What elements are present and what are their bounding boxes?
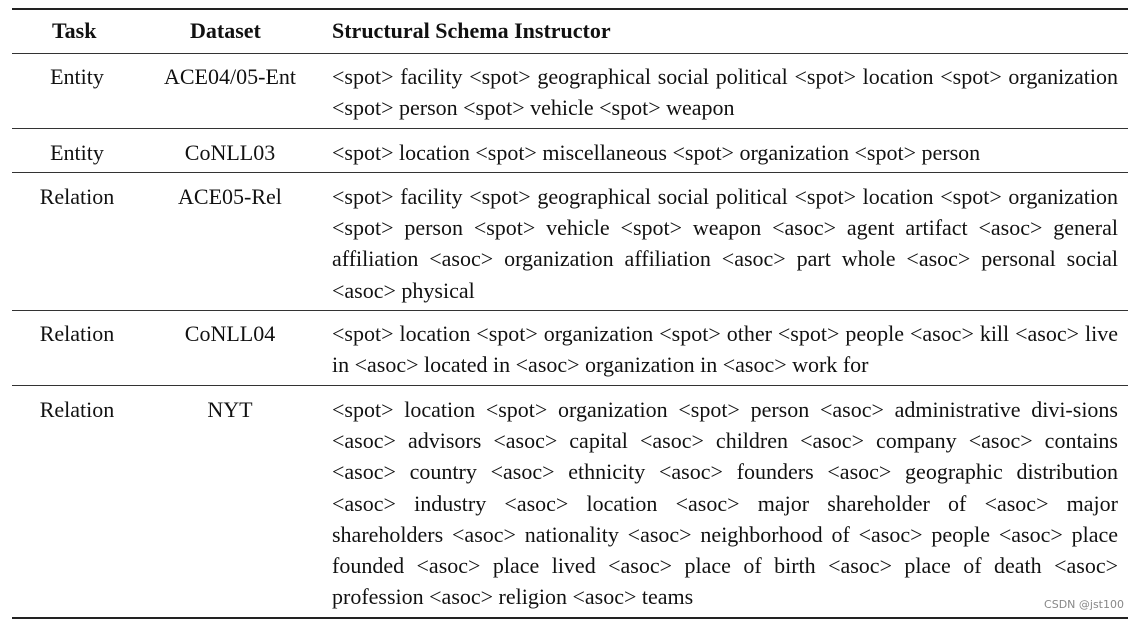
- row-rule: [12, 385, 1128, 386]
- header-schema: Structural Schema Instructor: [332, 18, 611, 43]
- row-task: Relation: [39, 184, 115, 209]
- row-dataset: ACE04/05-Ent: [164, 64, 296, 89]
- row-schema: <spot> location <spot> organization <spot> person <asoc> administrative divi-sions <asoc> advisors <asoc> capital <asoc> children <asoc> company <asoc> contains <asoc> country <asoc> ethnicity <asoc> founders <asoc> geographic distribution <asoc> industry <asoc> location <asoc> major shareholder of <asoc> major shareholders <asoc> nationality <asoc> neighborhood of <asoc> people <asoc> place founded <asoc> place lived <asoc> place of birth <asoc> place of death <asoc> profession <asoc> religion <asoc> teams: [332, 397, 1118, 610]
- header-task: Task: [52, 18, 97, 43]
- top-rule: [12, 8, 1128, 10]
- row-dataset: CoNLL03: [184, 140, 276, 165]
- row-schema: <spot> facility <spot> geographical social political <spot> location <spot> organization <spot> person <spot> vehicle <spot> weapon <asoc> agent artifact <asoc> general affiliation <asoc> organization affiliation <asoc> part whole <asoc> personal social <asoc> physical: [332, 184, 1118, 303]
- row-schema: <spot> location <spot> miscellaneous <spot> organization <spot> person: [332, 140, 981, 165]
- row-dataset: CoNLL04: [184, 321, 276, 346]
- row-dataset: NYT: [207, 397, 253, 422]
- bottom-rule: [12, 617, 1128, 619]
- row-task: Entity: [50, 140, 104, 165]
- header-dataset: Dataset: [190, 18, 261, 43]
- row-schema: <spot> facility <spot> geographical social political <spot> location <spot> organization <spot> person <spot> vehicle <spot> weapon: [332, 64, 1118, 121]
- header-rule: [12, 53, 1128, 54]
- row-rule: [12, 310, 1128, 311]
- row-task: Relation: [39, 321, 115, 346]
- row-schema: <spot> location <spot> organization <spot> other <spot> people <asoc> kill <asoc> live in <asoc> located in <asoc> organization in <asoc> work for: [332, 321, 1118, 378]
- row-dataset: ACE05-Rel: [178, 184, 282, 209]
- watermark: CSDN @jst100: [1044, 598, 1124, 611]
- row-task: Relation: [39, 397, 115, 422]
- row-task: Entity: [50, 64, 104, 89]
- row-rule: [12, 172, 1128, 173]
- row-rule: [12, 128, 1128, 129]
